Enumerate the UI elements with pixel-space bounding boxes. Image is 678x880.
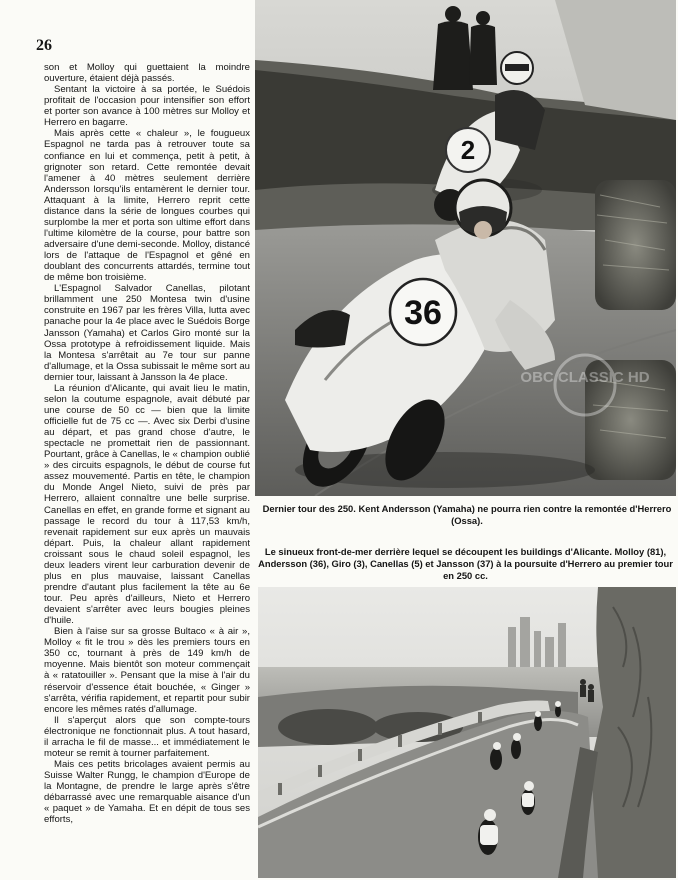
photo-caption-top: Dernier tour des 250. Kent Andersson (Yamaha) ne pourra rien contre la remontée d'Herrero (Ossa). xyxy=(262,503,672,526)
race-photo-top-image xyxy=(255,0,676,496)
article-paragraph: son et Molloy qui guettaient la moindre ouverture, étaient déjà passés. xyxy=(44,62,250,85)
rider-front-number: 36 xyxy=(404,294,442,332)
article-paragraph: Mais ces petits bricolages avaient permis au Suisse Walter Rungg, le champion d'Europe de la Montagne, de prendre le large après s'être débarrassé avec une remarquable aisance d'un « paquet » de Yamaha. Et en dépit de tous ses efforts, xyxy=(44,758,250,826)
race-photo-bottom-image xyxy=(258,587,676,878)
rider-back-number: 2 xyxy=(460,135,476,165)
watermark-text: OBC CLASSIC HD xyxy=(520,369,650,386)
page-number: 26 xyxy=(36,37,52,54)
article-paragraph: L'Espagnol Salvador Canellas, pilotant brillamment une 250 Montesa twin d'usine construite en 1967 par les frères Villa, lutta avec panache pour la 4e place avec le Suédois Borge Jansson (Yamaha) et Carlos Giro monté sur la Ossa prototype à refroidissement liquide. Mais la Montesa s'arrêtait au 7e tour sur panne d'allumage, et la Ossa subissait le même sort au dernier tour, laissant à Jansson la 4e place. xyxy=(44,283,250,383)
article-paragraph: Mais après cette « chaleur », le fougueux Espagnol ne tarda pas à retrouver toute sa confiance en lui et commença, petit à petit, à grignoter son retard. Cette remontée devait l'amener à 40 mètres seulement derrière Andersson lorsqu'ils entamèrent le dernier tour. Attaquant à la limite, Herrero reprit cette distance dans la série de longues courbes qui surplombe la mer et porta son ultime effort dans l'ultime kilomètre de la course, pour battre son adversaire d'une demi-seconde. Molloy, distancé lors de l'attaque de l'Espagnol et gêné en doublant des concurrents attardés, termine tout de même bon troisième. xyxy=(44,128,250,284)
article-paragraph: La réunion d'Alicante, qui avait lieu le matin, selon la coutume espagnole, avait débuté par une course de 50 cc — bien que la limite officielle fut de 75 cc —. Avec six Derbi d'usine au départ, et pas grand chose d'autre, le spectacle ne promettait rien de passionnant. Pourtant, grâce à Canellas, le « champion oublié » des circuits espagnols, le début de course fut assez mouvementé. Partis en tête, le champion du Monde Angel Nieto, suivi de près par Herrero, allaient connaître une belle surprise. Canellas en effet, en grande forme et signant au passage le record du tour à 117,53 km/h, revenait rapidement sur eux après un mauvais départ. Puis, la chaleur allant rapidement croissant sous le chaud soleil espagnol, les deux leaders virent leur carburation devenir de plus en plus mauvaise, laissant Canellas prendre d'autant plus facilement la tête au 6e tour. Peu après d'ailleurs, Nieto et Herrero devaient s'arrêter avec leurs bougies pleines d'huile. xyxy=(44,382,250,627)
photo-caption-bottom: Le sinueux front-de-mer derrière lequel se découpent les buildings d'Alicante. Molloy (81), Andersson (36), Giro (3), Canellas (5) et Jansson (37) à la poursuite d'Herrero au premier tour en 250 cc. xyxy=(258,546,673,581)
race-photo-top xyxy=(255,0,676,496)
article-text-column xyxy=(44,62,250,825)
article-paragraph: Il s'aperçut alors que son compte-tours électronique ne fonctionnait plus. A tout hasard, il arracha le fil de masse... et immédiatement le moteur se remit à tourner parfaitement. xyxy=(44,714,250,759)
article-paragraph: Bien à l'aise sur sa grosse Bultaco « à air », Molloy « fit le trou » dès les premiers tours en 350 cc, tournant à près de 149 km/h de moyenne. Mais bientôt son moteur commençait à « ratatouiller ». Pensant que la mise à l'air du réservoir d'essence était bouchée, « Ginger » s'arrêta, vérifia rapidement, et repartit pour subir encore les mêmes ratés d'allumage. xyxy=(44,626,250,715)
article-paragraph: Sentant la victoire à sa portée, le Suédois profitait de l'occasion pour intensifier son effort et porter son avance à 100 mètres sur Molloy et Herrero en bagarre. xyxy=(44,84,250,129)
race-photo-bottom xyxy=(258,587,676,878)
